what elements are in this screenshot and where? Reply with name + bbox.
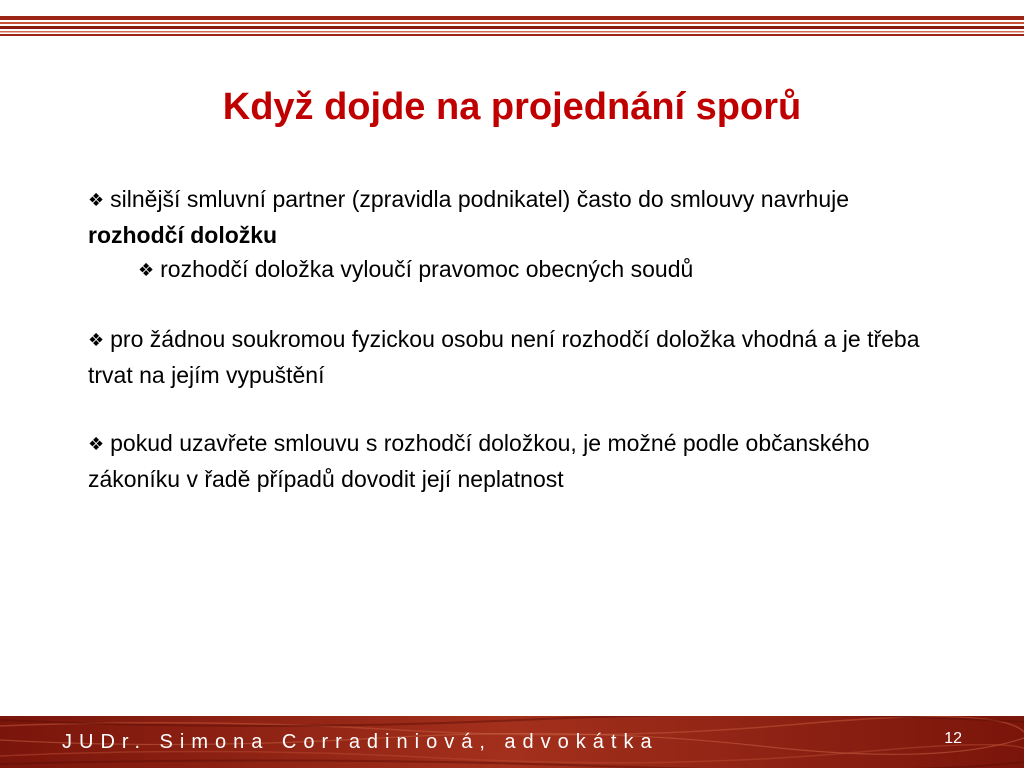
page-number: 12 [944, 730, 962, 747]
bullet-text: pokud uzavřete smlouvu s rozhodčí doložkou, je možné podle občanského zákoníku v řadě případů dovodit její neplatnost [88, 430, 870, 492]
bullet-text: silnější smluvní partner (zpravidla podnikatel) často do smlouvy navrhuje [110, 186, 850, 212]
bullet-item [88, 426, 938, 496]
bullet-item [88, 322, 938, 392]
diamond-bullet-icon: ❖ [88, 434, 105, 455]
diamond-bullet-icon: ❖ [138, 260, 155, 281]
bullet-item [88, 182, 938, 252]
footer-bar [0, 716, 1024, 768]
bullet-bold-text: rozhodčí doložku [88, 222, 278, 248]
diamond-bullet-icon: ❖ [88, 330, 105, 351]
footer-author: JUDr. Simona Corradiniová, advokátka [62, 731, 659, 753]
diamond-bullet-icon: ❖ [88, 190, 105, 211]
stripes-graphic [0, 14, 1024, 38]
top-decorative-stripes [0, 14, 1024, 38]
bullet-text: rozhodčí doložka vyloučí pravomoc obecných soudů [160, 256, 694, 282]
bullet-text: pro žádnou soukromou fyzickou osobu není rozhodčí doložka vhodná a je třeba trvat na jejím vypuštění [88, 326, 920, 388]
slide-content [88, 182, 938, 496]
sub-bullet-item [88, 252, 938, 288]
spacer [88, 392, 938, 426]
spacer [88, 288, 938, 322]
slide-title: Když dojde na projednání sporů [222, 86, 802, 128]
